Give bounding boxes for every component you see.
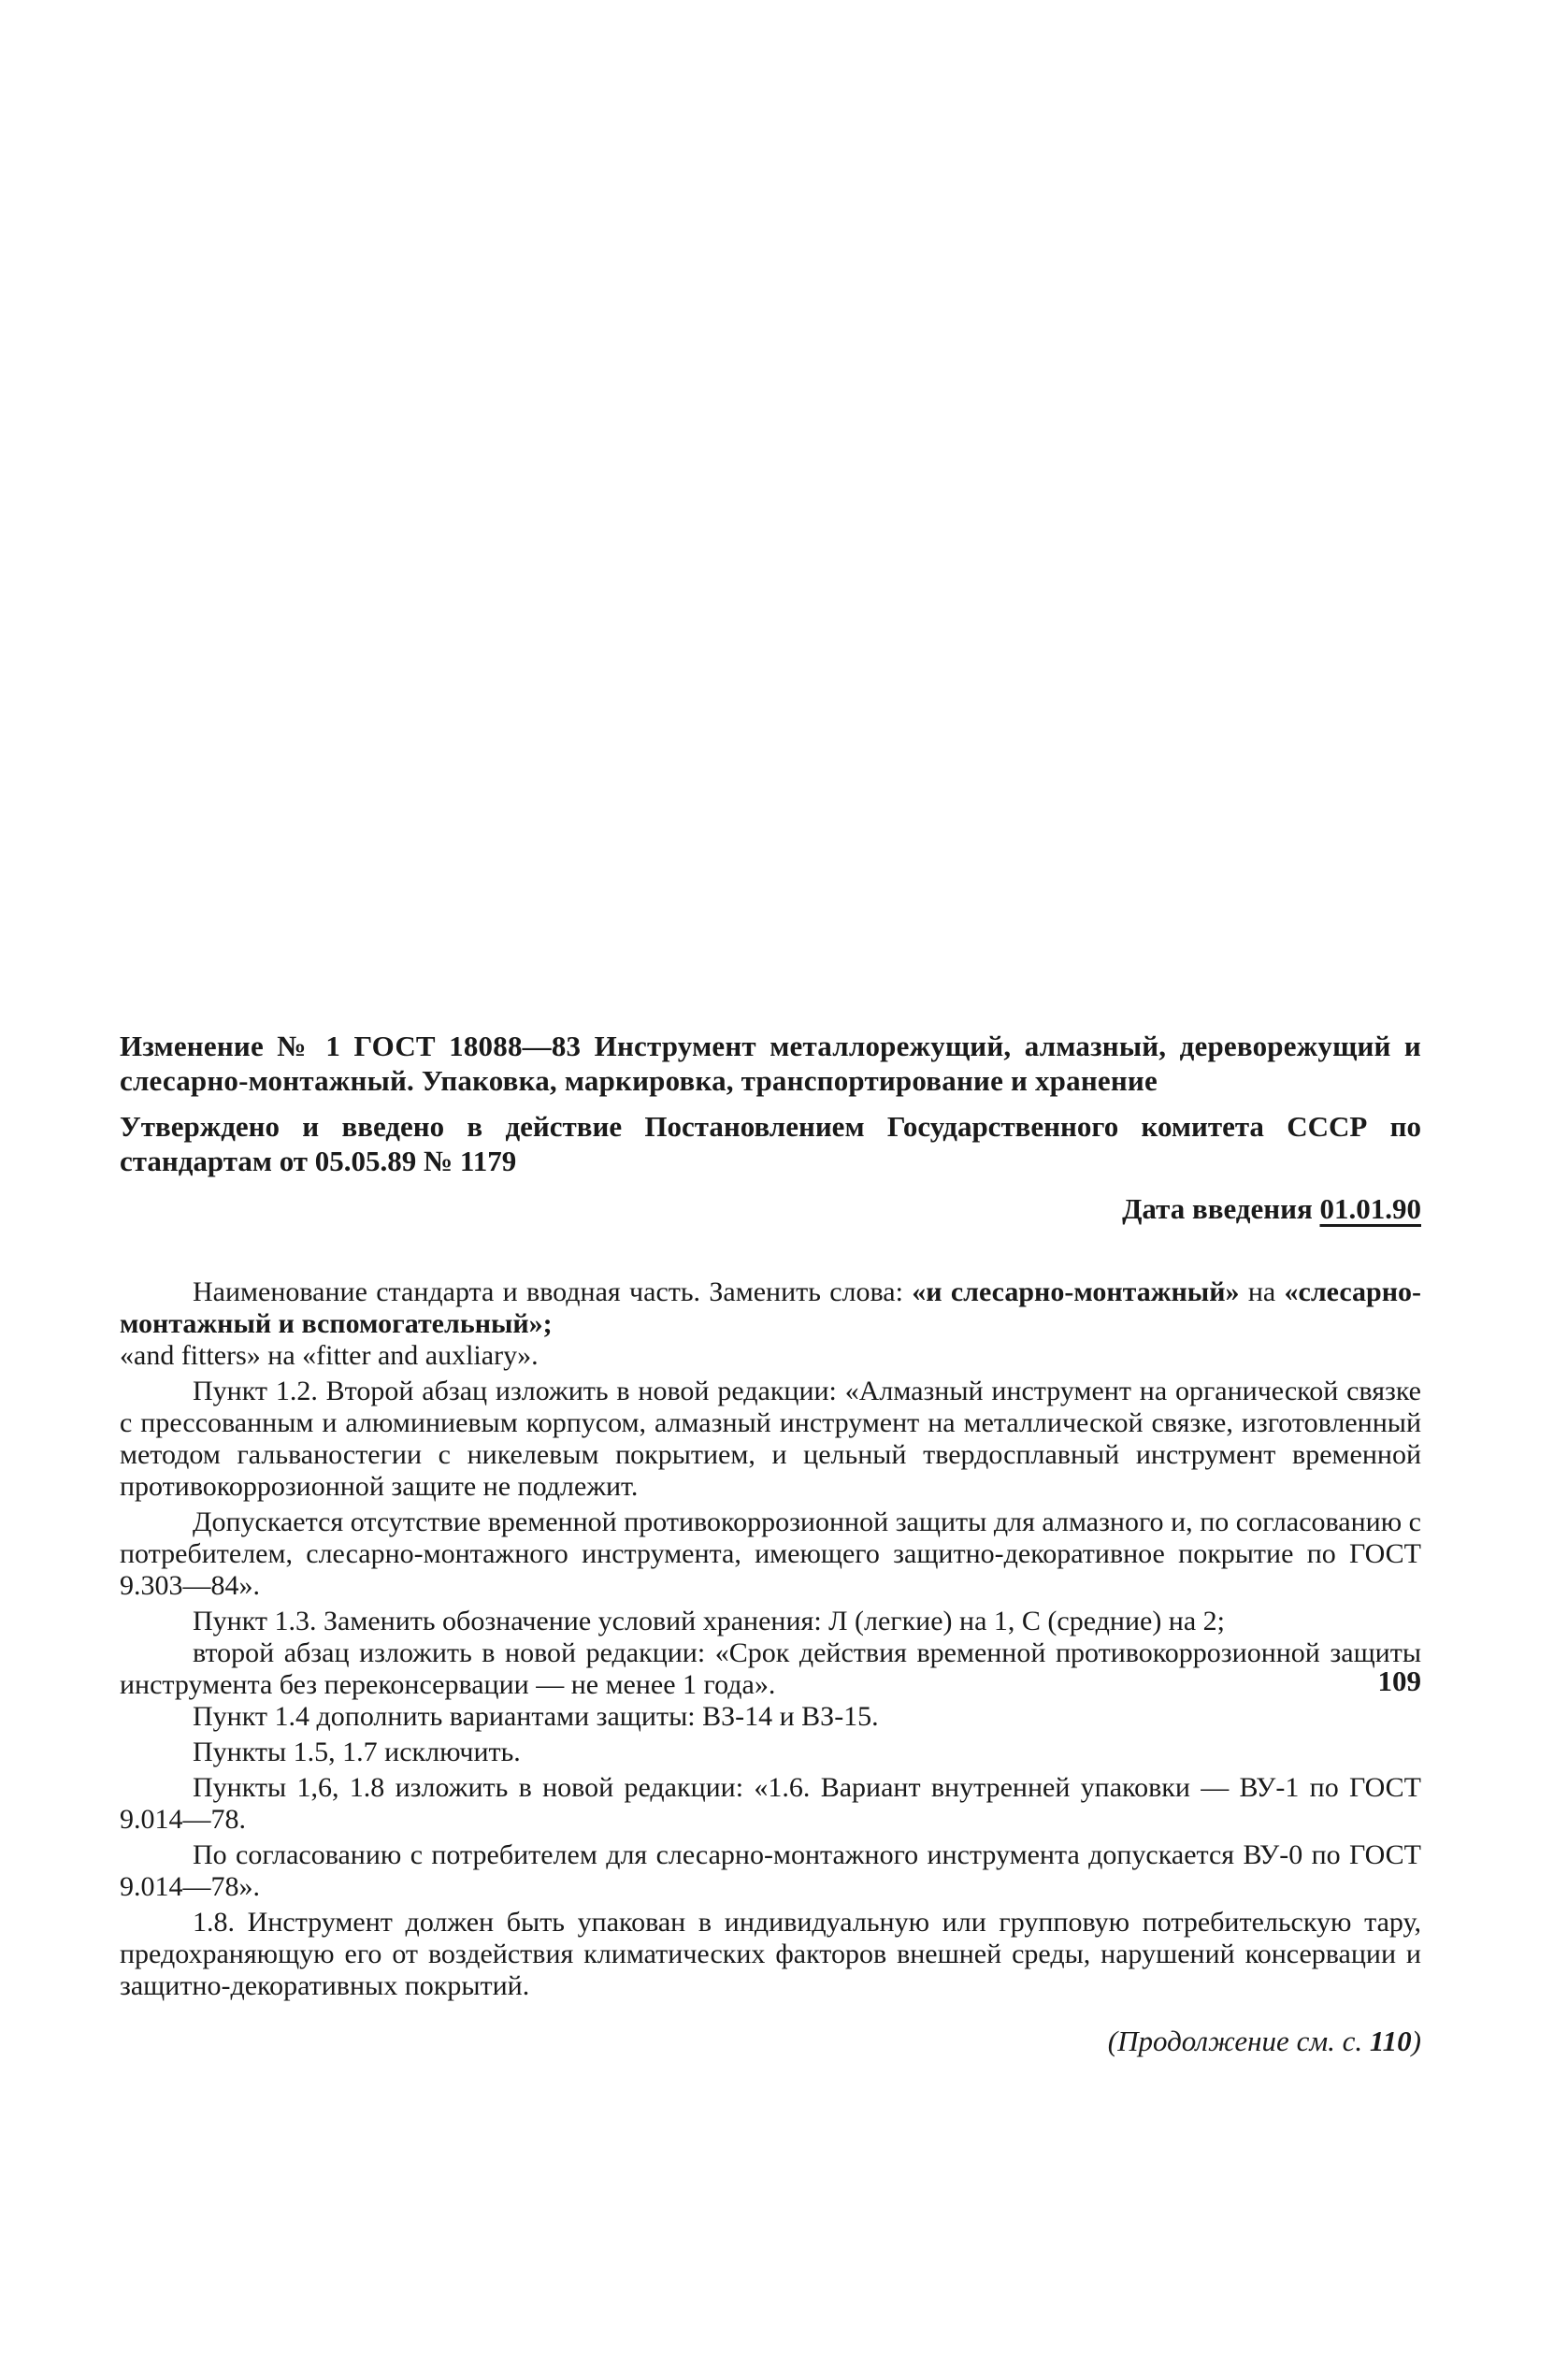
continuation-note — [120, 2025, 1421, 2058]
document-body — [120, 1029, 1421, 2087]
paragraph-clause-1-4: Пункт 1.4 дополнить вариантами защиты: ВЗ-14 и ВЗ-15. — [193, 1701, 879, 1732]
paragraph-clause-1-2-allowance: Допускается отсутствие временной противокоррозионной защиты для алмазного и, по согласованию с потребителем, слесарно-монтажного инструмента, имеющего защитно-декоративное покрытие по ГОСТ 9.303—84». — [120, 1506, 1421, 1601]
amendment-heading: Изменение № 1 ГОСТ 18088—83 Инструмент металлорежущий, алмазный, дереворежущий и слесарно-монтажный. Упаковка, маркировка, транспортирование и хранение — [120, 1030, 1421, 1097]
effective-date-value: 01.01.90 — [1319, 1192, 1421, 1225]
paragraph-title-change — [120, 1276, 1421, 1340]
paragraph-english-change: «and fitters» на «fitter and auxliary». — [120, 1340, 539, 1371]
paragraph-text: на — [1239, 1276, 1285, 1307]
paragraph-clause-1-3: Пункт 1.3. Заменить обозначение условий хранения: Л (легкие) на 1, С (средние) на 2; — [193, 1606, 1226, 1636]
amendment-text — [120, 1276, 1421, 2002]
paragraph-clause-1-6-agreement: По согласованию с потребителем для слесарно-монтажного инструмента допускается ВУ-0 по ГОСТ 9.014—78». — [120, 1839, 1421, 1902]
paragraph-clause-1-8: 1.8. Инструмент должен быть упакован в индивидуальную или групповую потребительскую тару, предохраняющую его от воздействия климатических факторов внешней среды, нарушений консервации и защитно-декоративных покрытий. — [120, 1907, 1421, 2001]
effective-date-label: Дата введения — [1122, 1192, 1313, 1225]
paragraph-clause-1-2: Пункт 1.2. Второй абзац изложить в новой редакции: «Алмазный инструмент на органической связке с прессованным и алюминиевым корпусом, алмазный инструмент на металлической связке, изготовленный методом гальваностегии с никелевым покрытием, и цельный твердосплавный инструмент временной противокоррозионной защите не подлежит. — [120, 1376, 1421, 1502]
paragraph-clauses-1-5-1-7: Пункты 1.5, 1.7 исключить. — [193, 1737, 521, 1767]
paragraph-bold-text: «слесарно-монтажный и вспомогательный»; — [120, 1276, 1421, 1339]
approval-statement: Утверждено и введено в действие Постановлением Государственного комитета СССР по стандартам от 05.05.89 № 1179 — [120, 1110, 1421, 1177]
continuation-suffix: ) — [1411, 2025, 1421, 2057]
paragraph-bold-text: «и слесарно-монтажный» — [912, 1276, 1240, 1307]
continuation-prefix: (Продолжение см. с. — [1107, 2025, 1370, 2057]
paragraph-clauses-1-6-1-8: Пункты 1,6, 1.8 изложить в новой редакции: «1.6. Вариант внутренней упаковки — ВУ-1 по ГОСТ 9.014—78. — [120, 1772, 1421, 1835]
page-number: 109 — [1377, 1665, 1421, 1697]
paragraph-clause-1-3-second: второй абзац изложить в новой редакции: «Срок действия временной противокоррозионной защиты инструмента без переконсервации — не менее 1 года». — [120, 1637, 1421, 1700]
continuation-page: 110 — [1369, 2025, 1412, 2057]
effective-date-line — [120, 1191, 1421, 1226]
paragraph-text: Наименование стандарта и вводная часть. Заменить слова: — [193, 1276, 913, 1307]
